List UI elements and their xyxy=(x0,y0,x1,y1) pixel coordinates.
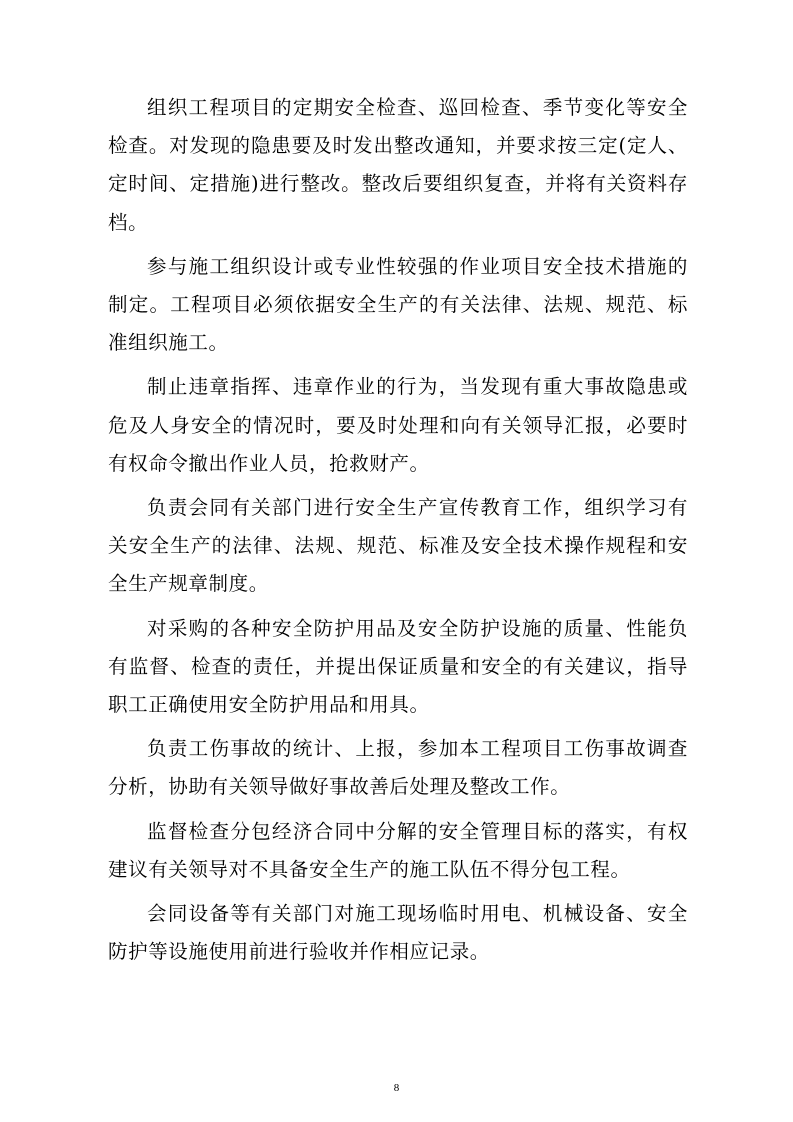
paragraph-construction-design: 参与施工组织设计或专业性较强的作业项目安全技术措施的制定。工程项目必须依据安全生产的有关法律、法规、规范、标准组织施工。 xyxy=(108,254,688,355)
paragraph-injury-statistics: 负责工伤事故的统计、上报，参加本工程项目工伤事故调查分析，协助有关领导做好事故善后处理及整改工作。 xyxy=(108,737,688,799)
paragraph-stop-violations: 制止违章指挥、违章作业的行为，当发现有重大事故隐患或危及人身安全的情况时，要及时处理和向有关领导汇报，必要时有权命令撤出作业人员，抢救财产。 xyxy=(108,375,688,475)
document-body xyxy=(108,89,688,971)
paragraph-safety-education: 负责会同有关部门进行安全生产宣传教育工作，组织学习有关安全生产的法律、法规、规范、标准及安全技术操作规程和安全生产规章制度。 xyxy=(108,496,688,596)
paragraph-equipment-acceptance: 会同设备等有关部门对施工现场临时用电、机械设备、安全防护等设施使用前进行验收并作相应记录。 xyxy=(108,902,688,964)
page-number: 8 xyxy=(393,1082,400,1094)
paragraph-safety-inspection: 组织工程项目的定期安全检查、巡回检查、季节变化等安全检查。对发现的隐患要及时发出整改通知，并要求按三定(定人、 定时间、定措施)进行整改。整改后要组织复查，并将有关资料存档。 xyxy=(108,96,688,234)
paragraph-protective-equipment: 对采购的各种安全防护用品及安全防护设施的质量、性能负有监督、检查的责任，并提出保证质量和安全的有关建议，指导职工正确使用安全防护用品和用具。 xyxy=(108,616,688,717)
paragraph-subcontract-supervision: 监督检查分包经济合同中分解的安全管理目标的落实，有权建议有关领导对不具备安全生产的施工队伍不得分包工程。 xyxy=(108,819,688,881)
